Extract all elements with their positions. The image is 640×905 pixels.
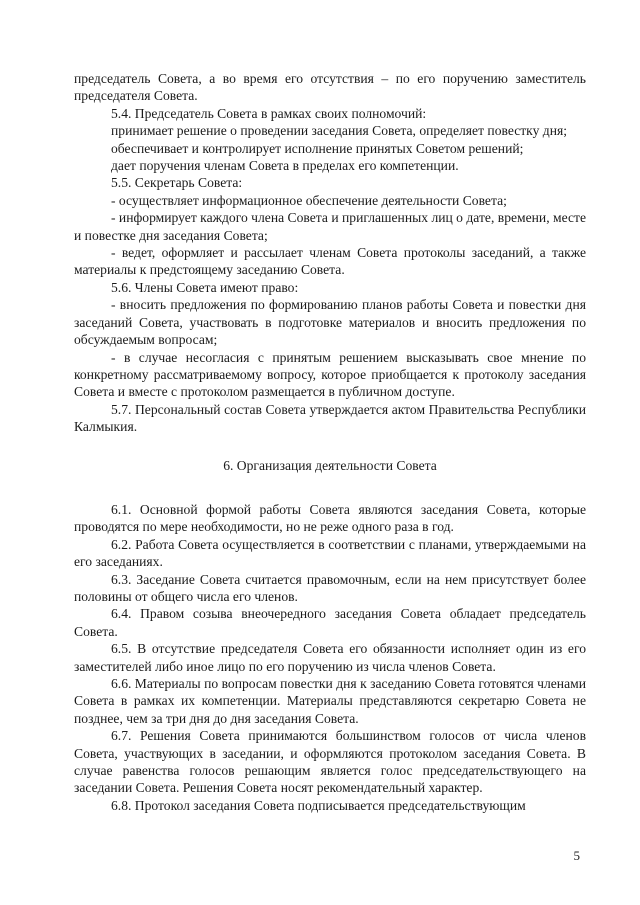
clause-5-4: 5.4. Председатель Совета в рамках своих полномочий: xyxy=(111,105,427,121)
paragraph: обеспечивает и контролирует исполнение принятых Советом решений; xyxy=(111,140,524,156)
clause-6-5: 6.5. В отсутствие председателя Совета его обязанности исполняет один из его заместителей либо иное лицо по его поручению из числа членов Совета. xyxy=(74,641,586,674)
clause-5-5: 5.5. Секретарь Совета: xyxy=(111,175,243,191)
document-body xyxy=(74,70,586,814)
clause-6-4: 6.4. Правом созыва внеочередного заседания Совета обладает председатель Совета. xyxy=(74,606,586,639)
page-number: 5 xyxy=(573,848,580,863)
clause-6-2: 6.2. Работа Совета осуществляется в соответствии с планами, утверждаемыми на его заседаниях. xyxy=(74,536,586,570)
paragraph: председатель Совета, а во время его отсутствия – по его поручению заместитель председателя Совета. xyxy=(74,71,586,104)
clause-5-7: 5.7. Персональный состав Совета утверждается актом Правительства Республики Калмыкия. xyxy=(74,401,586,435)
list-item: - в случае несогласия с принятым решением высказывать свое мнение по конкретному рассматриваемому вопросу, которое приобщается к протоколу заседания Совета и вместе с протоколом размещается в публичном доступе. xyxy=(74,349,586,400)
clause-5-6: 5.6. Члены Совета имеют право: xyxy=(111,279,299,295)
list-item: - ведет, оформляет и рассылает членам Совета протоколы заседаний, а также материалы к предстоящему заседанию Совета. xyxy=(74,245,586,278)
section-heading: 6. Организация деятельности Совета xyxy=(223,457,437,473)
list-item: - осуществляет информационное обеспечение деятельности Совета; xyxy=(111,192,507,208)
clause-6-7: 6.7. Решения Совета принимаются большинством голосов от числа членов Совета, участвующих в заседании, и оформляются протоколом заседания Совета. В случае равенства голосов решающим является голос председательствующего на заседании Совета. Решения Совета носят рекомендательный характер. xyxy=(74,728,586,796)
list-item: - информирует каждого члена Совета и приглашенных лиц о дате, времени, месте и повестке дня заседания Совета; xyxy=(74,210,586,243)
clause-6-6: 6.6. Материалы по вопросам повестки дня к заседанию Совета готовятся членами Совета в рамках их компетенции. Материалы представляются секретарю Совета не позднее, чем за три дня до дня заседания Совета. xyxy=(74,676,586,726)
list-item: - вносить предложения по формированию планов работы Совета и повестки дня заседаний Совета, участвовать в подготовке материалов и вносить предложения по обсуждаемым вопросам; xyxy=(74,297,586,348)
clause-6-3: 6.3. Заседание Совета считается правомочным, если на нем присутствует более половины от общего числа его членов. xyxy=(74,571,586,604)
clause-6-8: 6.8. Протокол заседания Совета подписывается председательствующим xyxy=(111,797,526,813)
paragraph: принимает решение о проведении заседания Совета, определяет повестку дня; xyxy=(111,123,568,139)
paragraph: дает поручения членам Совета в пределах его компетенции. xyxy=(111,158,459,174)
clause-6-1: 6.1. Основной формой работы Совета являются заседания Совета, которые проводятся по мере необходимости, но не реже одного раза в год. xyxy=(74,501,586,535)
